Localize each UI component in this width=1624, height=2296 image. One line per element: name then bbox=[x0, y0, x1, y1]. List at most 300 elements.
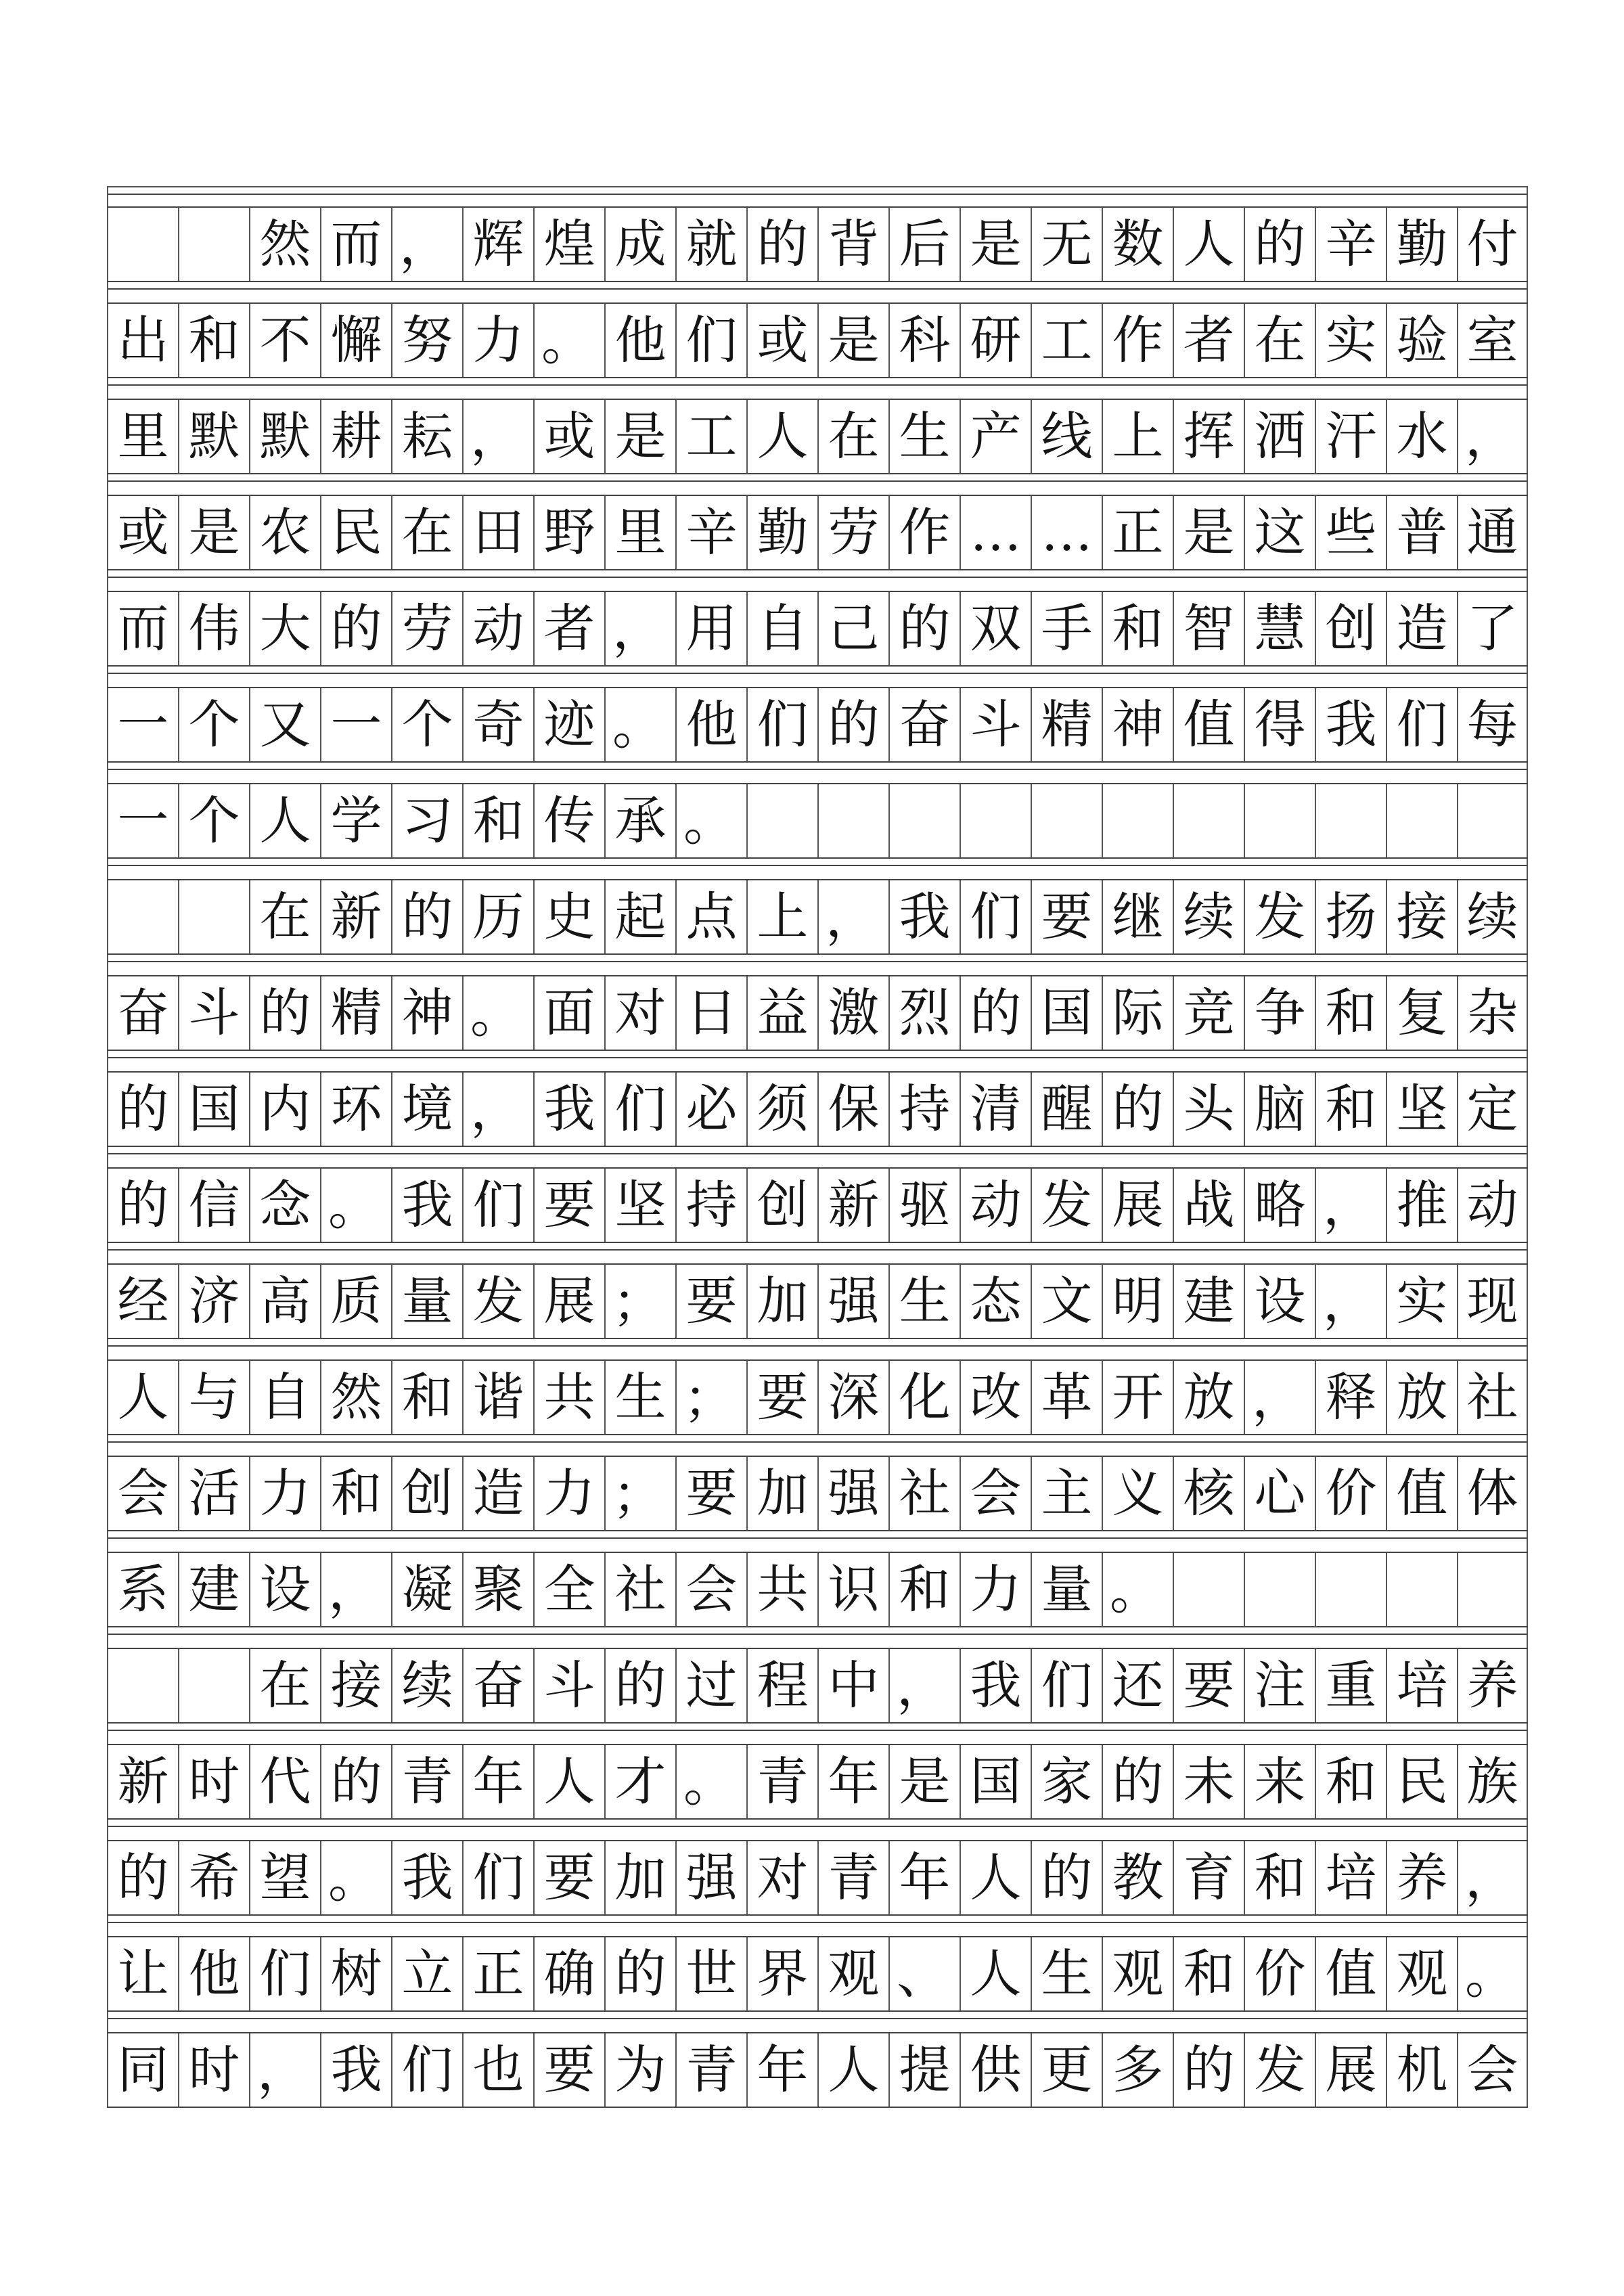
grid-cell: 创 bbox=[391, 1457, 462, 1530]
grid-cell: 创 bbox=[746, 1169, 817, 1242]
grid-cell: 文 bbox=[1031, 1265, 1102, 1338]
grid-cell: 中 bbox=[817, 1649, 888, 1722]
grid-cell: 得 bbox=[1244, 688, 1315, 761]
grid-cell bbox=[1031, 784, 1102, 857]
grid-cell: 耘 bbox=[391, 400, 462, 473]
grid-cell: 新 bbox=[107, 1745, 178, 1818]
grid-cell: 。 bbox=[675, 784, 746, 857]
grid-cell: 放 bbox=[1386, 1361, 1457, 1434]
grid-cell: ， bbox=[1457, 1841, 1528, 1914]
grid-cell: 脑 bbox=[1244, 1073, 1315, 1146]
row-spacer bbox=[107, 378, 1528, 399]
grid-cell: 持 bbox=[675, 1169, 746, 1242]
grid-cell: 人 bbox=[1173, 208, 1244, 281]
row-spacer bbox=[107, 570, 1528, 591]
grid-cell: 习 bbox=[391, 784, 462, 857]
grid-cell: 迹 bbox=[533, 688, 604, 761]
grid-cell: 己 bbox=[817, 592, 888, 665]
grid-cell: 社 bbox=[1457, 1361, 1528, 1434]
grid-cell: 化 bbox=[888, 1361, 960, 1434]
grid-cell: 奋 bbox=[107, 976, 178, 1050]
grid-cell: 和 bbox=[178, 304, 249, 377]
grid-cell: 时 bbox=[178, 1745, 249, 1818]
grid-cell: 们 bbox=[462, 1841, 533, 1914]
grid-cell: 作 bbox=[1102, 304, 1173, 377]
grid-cell: 或 bbox=[107, 496, 178, 569]
grid-cell: 我 bbox=[391, 1169, 462, 1242]
grid-cell: 起 bbox=[604, 880, 675, 953]
grid-row bbox=[107, 1167, 1528, 1243]
grid-cell: 或 bbox=[533, 400, 604, 473]
grid-cell: 一 bbox=[107, 688, 178, 761]
grid-cell: 才 bbox=[604, 1745, 675, 1818]
grid-row bbox=[107, 495, 1528, 570]
grid-cell: 展 bbox=[533, 1265, 604, 1338]
grid-cell: 自 bbox=[249, 1361, 320, 1434]
grid-cell: 的 bbox=[1173, 2033, 1244, 2107]
grid-cell: 人 bbox=[960, 1841, 1031, 1914]
grid-row bbox=[107, 687, 1528, 763]
grid-cell: 力 bbox=[249, 1457, 320, 1530]
grid-cell: 头 bbox=[1173, 1073, 1244, 1146]
grid-cell: 让 bbox=[107, 1937, 178, 2010]
grid-cell: 我 bbox=[391, 1841, 462, 1914]
grid-cell: 改 bbox=[960, 1361, 1031, 1434]
grid-cell: 义 bbox=[1102, 1457, 1173, 1530]
grid-cell: 慧 bbox=[1244, 592, 1315, 665]
grid-cell: 汗 bbox=[1315, 400, 1386, 473]
grid-cell: 奋 bbox=[888, 688, 960, 761]
grid-cell: 机 bbox=[1386, 2033, 1457, 2107]
grid-cell: 在 bbox=[249, 880, 320, 953]
grid-cell bbox=[960, 784, 1031, 857]
grid-cell: 社 bbox=[604, 1553, 675, 1626]
grid-cell: 默 bbox=[249, 400, 320, 473]
grid-cell: 动 bbox=[462, 592, 533, 665]
grid-cell: ， bbox=[462, 1073, 533, 1146]
grid-cell: 学 bbox=[320, 784, 391, 857]
grid-cell: 态 bbox=[960, 1265, 1031, 1338]
grid-cell: 国 bbox=[960, 1745, 1031, 1818]
grid-row bbox=[107, 2032, 1528, 2108]
grid-cell: 坚 bbox=[1386, 1073, 1457, 1146]
grid-row bbox=[107, 399, 1528, 474]
grid-cell: 值 bbox=[1386, 1457, 1457, 1530]
row-spacer bbox=[107, 1916, 1528, 1936]
grid-cell: 里 bbox=[107, 400, 178, 473]
grid-cell: 值 bbox=[1315, 1937, 1386, 2010]
grid-cell: 益 bbox=[746, 976, 817, 1050]
grid-cell: ， bbox=[1244, 1361, 1315, 1434]
grid-cell bbox=[107, 880, 178, 953]
grid-cell: 培 bbox=[1386, 1649, 1457, 1722]
grid-cell: 者 bbox=[1173, 304, 1244, 377]
grid-cell: 代 bbox=[249, 1745, 320, 1818]
grid-cell: 。 bbox=[320, 1169, 391, 1242]
grid-cell: 必 bbox=[675, 1073, 746, 1146]
grid-cell: 正 bbox=[462, 1937, 533, 2010]
grid-row bbox=[107, 591, 1528, 667]
grid-cell: 洒 bbox=[1244, 400, 1315, 473]
grid-cell: 不 bbox=[249, 304, 320, 377]
grid-cell: 野 bbox=[533, 496, 604, 569]
grid-cell: 望 bbox=[249, 1841, 320, 1914]
grid-cell: 勤 bbox=[746, 496, 817, 569]
grid-cell: 醒 bbox=[1031, 1073, 1102, 1146]
row-spacer bbox=[107, 2012, 1528, 2032]
grid-cell: 会 bbox=[960, 1457, 1031, 1530]
grid-cell: 观 bbox=[817, 1937, 888, 2010]
grid-cell: 质 bbox=[320, 1265, 391, 1338]
grid-cell: 复 bbox=[1386, 976, 1457, 1050]
grid-cell: 发 bbox=[1244, 880, 1315, 953]
grid-cell: 煌 bbox=[533, 208, 604, 281]
grid-cell: 时 bbox=[178, 2033, 249, 2107]
grid-cell: 普 bbox=[1386, 496, 1457, 569]
grid-cell: 和 bbox=[1244, 1841, 1315, 1914]
grid-cell: ， bbox=[462, 400, 533, 473]
grid-row bbox=[107, 1648, 1528, 1724]
grid-cell: 心 bbox=[1244, 1457, 1315, 1530]
grid-cell: 又 bbox=[249, 688, 320, 761]
grid-cell: 会 bbox=[1457, 2033, 1528, 2107]
grid-cell: 会 bbox=[107, 1457, 178, 1530]
grid-cell: 争 bbox=[1244, 976, 1315, 1050]
grid-cell: 精 bbox=[1031, 688, 1102, 761]
grid-cell: 双 bbox=[960, 592, 1031, 665]
grid-cell: 个 bbox=[178, 688, 249, 761]
grid-cell: 年 bbox=[462, 1745, 533, 1818]
grid-cell: 和 bbox=[1173, 1937, 1244, 2010]
grid-cell: 多 bbox=[1102, 2033, 1173, 2107]
grid-cell: 希 bbox=[178, 1841, 249, 1914]
grid-cell: 清 bbox=[960, 1073, 1031, 1146]
grid-cell: 生 bbox=[604, 1361, 675, 1434]
grid-cell: 后 bbox=[888, 208, 960, 281]
grid-cell bbox=[888, 784, 960, 857]
grid-row bbox=[107, 1456, 1528, 1531]
grid-cell: 人 bbox=[533, 1745, 604, 1818]
grid-cell bbox=[1315, 784, 1386, 857]
grid-cell: 量 bbox=[391, 1265, 462, 1338]
grid-cell: 我 bbox=[320, 2033, 391, 2107]
row-spacer bbox=[107, 1147, 1528, 1167]
grid-cell: 默 bbox=[178, 400, 249, 473]
grid-cell: 青 bbox=[675, 2033, 746, 2107]
grid-cell: 的 bbox=[888, 592, 960, 665]
grid-cell: 精 bbox=[320, 976, 391, 1050]
grid-cell bbox=[107, 208, 178, 281]
composition-grid-sheet bbox=[107, 186, 1528, 2108]
grid-cell: 和 bbox=[1315, 1745, 1386, 1818]
grid-cell: 生 bbox=[888, 1265, 960, 1338]
grid-cell: 接 bbox=[1386, 880, 1457, 953]
grid-cell: 教 bbox=[1102, 1841, 1173, 1914]
grid-cell: 释 bbox=[1315, 1361, 1386, 1434]
grid-cell: 加 bbox=[604, 1841, 675, 1914]
grid-cell: 就 bbox=[675, 208, 746, 281]
grid-cell bbox=[1173, 1553, 1244, 1626]
grid-cell: 念 bbox=[249, 1169, 320, 1242]
grid-cell: ； bbox=[675, 1361, 746, 1434]
grid-cell: 田 bbox=[462, 496, 533, 569]
grid-cell: 农 bbox=[249, 496, 320, 569]
grid-cell: 要 bbox=[533, 1841, 604, 1914]
grid-cell: 神 bbox=[391, 976, 462, 1050]
grid-cell: 辉 bbox=[462, 208, 533, 281]
grid-cell: 展 bbox=[1102, 1169, 1173, 1242]
grid-cell bbox=[746, 784, 817, 857]
grid-cell: 传 bbox=[533, 784, 604, 857]
grid-cell: 世 bbox=[675, 1937, 746, 2010]
grid-cell: 国 bbox=[178, 1073, 249, 1146]
grid-cell: 的 bbox=[320, 592, 391, 665]
grid-cell: 奇 bbox=[462, 688, 533, 761]
grid-cell: 界 bbox=[746, 1937, 817, 2010]
grid-cell: ； bbox=[604, 1265, 675, 1338]
grid-cell: 在 bbox=[249, 1649, 320, 1722]
grid-cell: 还 bbox=[1102, 1649, 1173, 1722]
grid-cell: 与 bbox=[178, 1361, 249, 1434]
grid-cell: 伟 bbox=[178, 592, 249, 665]
grid-cell: 开 bbox=[1102, 1361, 1173, 1434]
grid-cell: 要 bbox=[746, 1361, 817, 1434]
grid-cell: 懈 bbox=[320, 304, 391, 377]
grid-cell: 我 bbox=[1315, 688, 1386, 761]
grid-cell: 民 bbox=[1386, 1745, 1457, 1818]
grid-row bbox=[107, 783, 1528, 859]
grid-row bbox=[107, 206, 1528, 282]
grid-cell: 们 bbox=[960, 880, 1031, 953]
grid-cell: 系 bbox=[107, 1553, 178, 1626]
grid-cell: 持 bbox=[888, 1073, 960, 1146]
grid-cell: 正 bbox=[1102, 496, 1173, 569]
grid-cell: 驱 bbox=[888, 1169, 960, 1242]
grid-cell: 青 bbox=[391, 1745, 462, 1818]
grid-cell: 的 bbox=[1244, 208, 1315, 281]
grid-cell: 对 bbox=[746, 1841, 817, 1914]
grid-cell: ， bbox=[249, 2033, 320, 2107]
grid-cell: 加 bbox=[746, 1265, 817, 1338]
grid-cell: 和 bbox=[462, 784, 533, 857]
grid-cell: 在 bbox=[1244, 304, 1315, 377]
grid-cell: 历 bbox=[462, 880, 533, 953]
grid-cell: 验 bbox=[1386, 304, 1457, 377]
grid-cell: 研 bbox=[960, 304, 1031, 377]
grid-cell: 须 bbox=[746, 1073, 817, 1146]
grid-cell: 育 bbox=[1173, 1841, 1244, 1914]
grid-cell bbox=[1315, 1553, 1386, 1626]
grid-cell: 建 bbox=[1173, 1265, 1244, 1338]
grid-cell: 然 bbox=[320, 1361, 391, 1434]
grid-cell: ， bbox=[391, 208, 462, 281]
grid-cell: 观 bbox=[1386, 1937, 1457, 2010]
grid-cell: 重 bbox=[1315, 1649, 1386, 1722]
grid-cell bbox=[178, 208, 249, 281]
grid-cell bbox=[107, 1649, 178, 1722]
grid-cell: 是 bbox=[960, 208, 1031, 281]
grid-cell: 。 bbox=[533, 304, 604, 377]
grid-cell: 国 bbox=[1031, 976, 1102, 1050]
grid-cell: 民 bbox=[320, 496, 391, 569]
grid-cell: 。 bbox=[462, 976, 533, 1050]
grid-cell: 劳 bbox=[391, 592, 462, 665]
grid-cell: 值 bbox=[1173, 688, 1244, 761]
grid-cell: 者 bbox=[533, 592, 604, 665]
grid-cell: 要 bbox=[1173, 1649, 1244, 1722]
grid-cell: … bbox=[960, 496, 1031, 569]
grid-cell: 竞 bbox=[1173, 976, 1244, 1050]
grid-cell: 要 bbox=[675, 1457, 746, 1530]
grid-cell: … bbox=[1031, 496, 1102, 569]
grid-cell: 我 bbox=[533, 1073, 604, 1146]
grid-cell: 年 bbox=[746, 2033, 817, 2107]
grid-cell: 聚 bbox=[462, 1553, 533, 1626]
grid-cell: ， bbox=[1315, 1265, 1386, 1338]
grid-cell: 力 bbox=[960, 1553, 1031, 1626]
grid-cell: 他 bbox=[178, 1937, 249, 2010]
grid-cell: 一 bbox=[107, 784, 178, 857]
grid-cell bbox=[1457, 1553, 1528, 1626]
grid-cell: 家 bbox=[1031, 1745, 1102, 1818]
grid-cell: 明 bbox=[1102, 1265, 1173, 1338]
grid-cell: 强 bbox=[675, 1841, 746, 1914]
grid-cell: 主 bbox=[1031, 1457, 1102, 1530]
grid-cell: 经 bbox=[107, 1265, 178, 1338]
grid-cell: 未 bbox=[1173, 1745, 1244, 1818]
grid-cell: 识 bbox=[817, 1553, 888, 1626]
grid-cell: 人 bbox=[817, 2033, 888, 2107]
grid-cell bbox=[178, 1649, 249, 1722]
grid-cell: 杂 bbox=[1457, 976, 1528, 1050]
grid-cell: 也 bbox=[462, 2033, 533, 2107]
grid-cell: 全 bbox=[533, 1553, 604, 1626]
grid-cell: 新 bbox=[320, 880, 391, 953]
grid-cell: 斗 bbox=[178, 976, 249, 1050]
grid-cell: 保 bbox=[817, 1073, 888, 1146]
grid-cell: 们 bbox=[249, 1937, 320, 2010]
grid-cell: 耕 bbox=[320, 400, 391, 473]
grid-cell: ， bbox=[888, 1649, 960, 1722]
grid-cell: 和 bbox=[1315, 1073, 1386, 1146]
grid-cell: 观 bbox=[1102, 1937, 1173, 2010]
grid-cell: 和 bbox=[1102, 592, 1173, 665]
grid-cell: 接 bbox=[320, 1649, 391, 1722]
grid-cell: 加 bbox=[746, 1457, 817, 1530]
grid-cell: ， bbox=[817, 880, 888, 953]
grid-cell: 是 bbox=[178, 496, 249, 569]
grid-cell: 工 bbox=[1031, 304, 1102, 377]
grid-cell: 同 bbox=[107, 2033, 178, 2107]
grid-cell: 产 bbox=[960, 400, 1031, 473]
grid-cell: 们 bbox=[1386, 688, 1457, 761]
grid-cell: 。 bbox=[1102, 1553, 1173, 1626]
grid-cell: 生 bbox=[888, 400, 960, 473]
grid-cell: 努 bbox=[391, 304, 462, 377]
grid-row bbox=[107, 1744, 1528, 1820]
grid-cell: 继 bbox=[1102, 880, 1173, 953]
grid-cell: 供 bbox=[960, 2033, 1031, 2107]
grid-cell: 青 bbox=[817, 1841, 888, 1914]
grid-cell: 是 bbox=[1173, 496, 1244, 569]
row-spacer bbox=[107, 1820, 1528, 1840]
grid-cell: 人 bbox=[746, 400, 817, 473]
grid-cell: 或 bbox=[746, 304, 817, 377]
grid-cell: 价 bbox=[1244, 1937, 1315, 2010]
grid-cell bbox=[1457, 784, 1528, 857]
grid-cell: 斗 bbox=[960, 688, 1031, 761]
grid-cell bbox=[817, 784, 888, 857]
grid-cell: ； bbox=[604, 1457, 675, 1530]
grid-cell: 创 bbox=[1315, 592, 1386, 665]
grid-cell: 作 bbox=[888, 496, 960, 569]
grid-cell: 立 bbox=[391, 1937, 462, 2010]
grid-cell: 强 bbox=[817, 1457, 888, 1530]
grid-cell: 神 bbox=[1102, 688, 1173, 761]
grid-cell: 一 bbox=[320, 688, 391, 761]
grid-cell: 。 bbox=[1457, 1937, 1528, 2010]
grid-cell: ， bbox=[1457, 400, 1528, 473]
grid-cell: 力 bbox=[533, 1457, 604, 1530]
row-spacer bbox=[107, 955, 1528, 975]
grid-cell: 新 bbox=[817, 1169, 888, 1242]
grid-cell: 在 bbox=[817, 400, 888, 473]
grid-cell: 承 bbox=[604, 784, 675, 857]
grid-cell: 深 bbox=[817, 1361, 888, 1434]
grid-cell: 、 bbox=[888, 1937, 960, 2010]
grid-cell: 续 bbox=[1457, 880, 1528, 953]
grid-cell: 而 bbox=[107, 592, 178, 665]
grid-cell: 而 bbox=[320, 208, 391, 281]
grid-cell: 会 bbox=[675, 1553, 746, 1626]
row-spacer bbox=[107, 1724, 1528, 1744]
grid-cell: 人 bbox=[249, 784, 320, 857]
grid-row bbox=[107, 1840, 1528, 1916]
grid-cell: 的 bbox=[320, 1745, 391, 1818]
grid-cell: 用 bbox=[675, 592, 746, 665]
grid-cell: 无 bbox=[1031, 208, 1102, 281]
grid-cell: 谐 bbox=[462, 1361, 533, 1434]
grid-cell: 的 bbox=[604, 1937, 675, 2010]
grid-cell: 和 bbox=[1315, 976, 1386, 1050]
grid-cell: 数 bbox=[1102, 208, 1173, 281]
grid-row bbox=[107, 1552, 1528, 1627]
grid-cell: 共 bbox=[533, 1361, 604, 1434]
grid-cell: 活 bbox=[178, 1457, 249, 1530]
grid-cell: 劳 bbox=[817, 496, 888, 569]
grid-cell: 上 bbox=[746, 880, 817, 953]
grid-cell: 些 bbox=[1315, 496, 1386, 569]
grid-cell bbox=[178, 880, 249, 953]
grid-cell: 水 bbox=[1386, 400, 1457, 473]
grid-cell: 树 bbox=[320, 1937, 391, 2010]
grid-cell: 。 bbox=[675, 1745, 746, 1818]
grid-cell: 们 bbox=[604, 1073, 675, 1146]
grid-cell: 室 bbox=[1457, 304, 1528, 377]
grid-cell: 养 bbox=[1457, 1649, 1528, 1722]
grid-cell: 过 bbox=[675, 1649, 746, 1722]
grid-cell: 建 bbox=[178, 1553, 249, 1626]
grid-cell: 上 bbox=[1102, 400, 1173, 473]
grid-cell: 体 bbox=[1457, 1457, 1528, 1530]
grid-cell: 信 bbox=[178, 1169, 249, 1242]
grid-cell: 境 bbox=[391, 1073, 462, 1146]
row-spacer bbox=[107, 763, 1528, 783]
grid-cell: 通 bbox=[1457, 496, 1528, 569]
row-spacer bbox=[107, 186, 1528, 206]
grid-cell: 注 bbox=[1244, 1649, 1315, 1722]
grid-cell: 年 bbox=[817, 1745, 888, 1818]
